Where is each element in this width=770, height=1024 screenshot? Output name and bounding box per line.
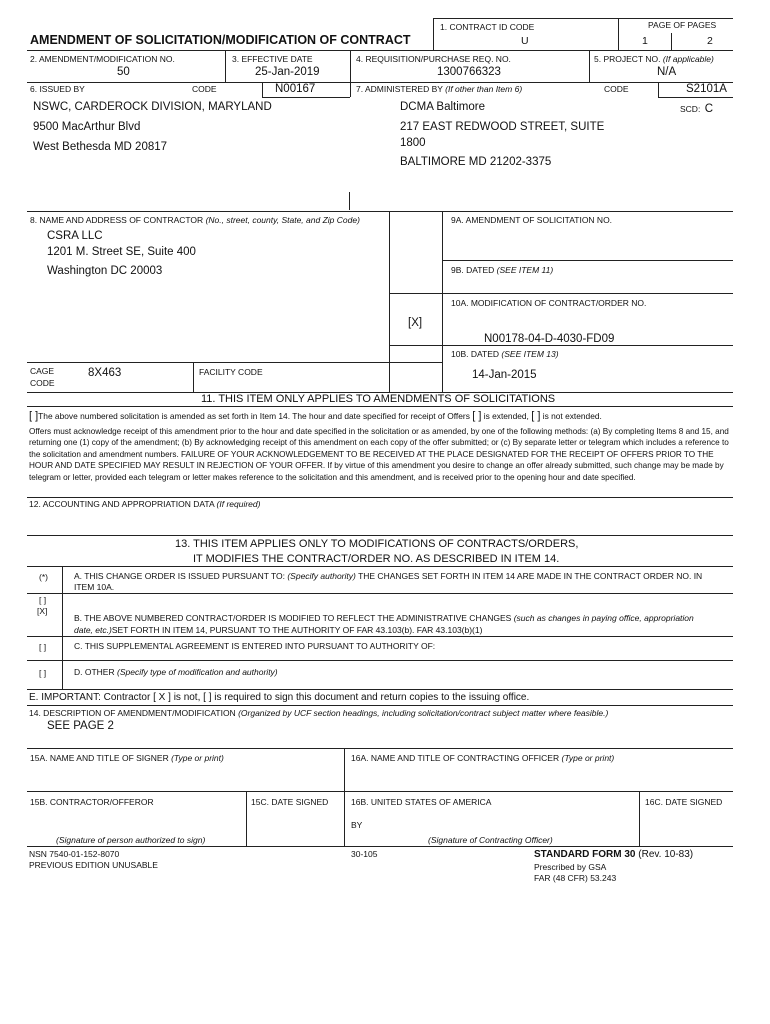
dated-10b-label: 10B. DATED (SEE ITEM 13): [451, 349, 559, 359]
far-reference: FAR (48 CFR) 53.243: [534, 873, 617, 883]
requisition-label: 4. REQUISITION/PURCHASE REQ. NO.: [356, 54, 511, 64]
item13b-text: B. THE ABOVE NUMBERED CONTRACT/ORDER IS MODIFIED TO REFLECT THE ADMINISTRATIVE CHANGES (such as changes in paying office, appropriation: [74, 613, 694, 623]
item13d-text: D. OTHER (Specify type of modification and authority): [74, 667, 278, 677]
item13a-mark[interactable]: (*): [39, 572, 48, 582]
form-title: AMENDMENT OF SOLICITATION/MODIFICATION OF CONTRACT: [30, 33, 411, 47]
contractor-date-label: 15C. DATE SIGNED: [251, 797, 329, 807]
important-line: E. IMPORTANT: Contractor [ X ] is not, [ ] is required to sign this document and return copies to the issuing office.: [29, 692, 530, 703]
admin-code-label: CODE: [604, 84, 629, 94]
modification-checkbox[interactable]: [X]: [408, 317, 423, 329]
modification-no-label: 10A. MODIFICATION OF CONTRACT/ORDER NO.: [451, 298, 647, 308]
page-number: 1: [642, 35, 648, 47]
project-no-label: 5. PROJECT NO. (If applicable): [594, 54, 714, 64]
cage-label-line1: CAGE: [30, 366, 55, 376]
nsn: NSN 7540-01-152-8070: [29, 849, 120, 859]
required-box[interactable]: [ ]: [203, 692, 212, 703]
effective-date-label: 3. EFFECTIVE DATE: [232, 54, 313, 64]
modification-no-value: N00178-04-D-4030-FD09: [484, 333, 615, 345]
item12-label: 12. ACCOUNTING AND APPROPRIATION DATA (If required): [29, 499, 261, 509]
contractor-line: CSRA LLC: [47, 230, 103, 242]
item13-heading-1: 13. THIS ITEM APPLIES ONLY TO MODIFICATIONS OF CONTRACTS/ORDERS,: [175, 538, 579, 550]
contract-id-label: 1. CONTRACT ID CODE: [440, 22, 535, 32]
item13a-text-2: ITEM 10A.: [74, 582, 115, 592]
item13a-text: A. THIS CHANGE ORDER IS ISSUED PURSUANT TO: (Specify authority) THE CHANGES SET FORTH IN ITEM 14 ARE MADE IN THE CONTRACT ORDER NO. IN: [74, 571, 703, 581]
signer-name-label: 15A. NAME AND TITLE OF SIGNER (Type or print): [30, 753, 224, 763]
cage-code-value: 8X463: [88, 367, 122, 379]
issuer-line: West Bethesda MD 20817: [33, 141, 168, 153]
admin-line: 1800: [400, 137, 426, 149]
amendment-no-value: 50: [117, 66, 130, 78]
effective-date-value: 25-Jan-2019: [255, 66, 320, 78]
item14-value: SEE PAGE 2: [47, 720, 114, 732]
dated-10b-value: 14-Jan-2015: [472, 369, 537, 381]
contractor-line: Washington DC 20003: [47, 265, 163, 277]
usa-label: 16B. UNITED STATES OF AMERICA: [351, 797, 492, 807]
not-extended-box[interactable]: [ ]: [531, 410, 541, 422]
item11-line1: [ ]The above numbered solicitation is amended as set forth in Item 14. The hour and date specified for receipt of Offers [ ] is extended, [ ] is not extended.: [29, 410, 602, 422]
item13d-mark[interactable]: [ ]: [39, 668, 47, 678]
contractor-label: 8. NAME AND ADDRESS OF CONTRACTOR (No., street, county, State, and Zip Code): [30, 215, 360, 225]
issuer-line: 9500 MacArthur Blvd: [33, 121, 141, 133]
scd-field: SCD: C: [680, 103, 714, 115]
officer-name-label: 16A. NAME AND TITLE OF CONTRACTING OFFICER (Type or print): [351, 753, 615, 763]
item13b-text-2: date, etc.)SET FORTH IN ITEM 14, PURSUANT TO THE AUTHORITY OF FAR 43.103(b). FAR 43.103(b)(1): [74, 625, 483, 635]
amend-solicitation-label: 9A. AMENDMENT OF SOLICITATION NO.: [451, 215, 613, 225]
standard-form: STANDARD FORM 30 (Rev. 10-83): [534, 849, 694, 860]
by-label: BY: [351, 820, 363, 830]
extended-box[interactable]: [ ]: [472, 410, 482, 422]
signature-officer-caption: (Signature of Contracting Officer): [428, 835, 553, 845]
item14-label: 14. DESCRIPTION OF AMENDMENT/MODIFICATION (Organized by UCF section headings, including solicitation/contract subject matter where feasible.): [29, 708, 609, 718]
signature-person-caption: (Signature of person authorized to sign): [56, 835, 206, 845]
requisition-value: 1300766323: [437, 66, 501, 78]
issuer-line: NSWC, CARDEROCK DIVISION, MARYLAND: [33, 101, 272, 113]
admin-line: 217 EAST REDWOOD STREET, SUITE: [400, 121, 605, 133]
facility-code-label: FACILITY CODE: [199, 367, 263, 377]
previous-edition: PREVIOUS EDITION UNUSABLE: [29, 860, 158, 870]
item13c-mark[interactable]: [ ]: [39, 642, 47, 652]
item11-box[interactable]: [ ]: [29, 410, 39, 422]
admin-code-value: S2101A: [686, 83, 727, 95]
admin-line: BALTIMORE MD 21202-3375: [400, 156, 552, 168]
issued-code-label: CODE: [192, 84, 217, 94]
contract-id-value: U: [521, 35, 529, 47]
item13b-mark[interactable]: [X]: [37, 606, 48, 616]
item13-blank-mark[interactable]: [ ]: [39, 595, 47, 605]
page-of-pages-label: PAGE OF PAGES: [648, 20, 717, 30]
prescribed-by: Prescribed by GSA: [534, 862, 607, 872]
form-code: 30-105: [351, 849, 378, 859]
item11-instructions: Offers must acknowledge receipt of this amendment prior to the hour and date specified in the solicitation or as amended, by one of the following methods: (a) By completing Items 8 and 15, and returning one (1) copy of the amendment; (b) By acknowledging receipt of this amendment on each copy of the offer submitted; or (c) By separate letter or telegram which includes a reference to the solicitation and amendment numbers. FAILURE OF YOUR ACKNOWLEDGEMENT TO BE RECEIVED AT THE PLACE DESIGNATED FOR THE RECEIPT OF OFFERS PRIOR TO THE HOUR AND DATE SPECIFIED MAY RESULT IN REJECTION OF YOUR OFFER. If by virtue of this amendment you desire to change an offer already submitted, such change may be made by telegram or letter, provided each telegram or letter makes reference to the solicitation and this amendment, and is received prior to the opening hour and date specified.: [29, 427, 729, 482]
administered-by-label: 7. ADMINISTERED BY (If other than Item 6): [356, 84, 523, 94]
officer-date-label: 16C. DATE SIGNED: [645, 797, 723, 807]
not-required-box[interactable]: [ X ]: [153, 692, 171, 703]
amendment-no-label: 2. AMENDMENT/MODIFICATION NO.: [30, 54, 175, 64]
item13-heading-2: IT MODIFIES THE CONTRACT/ORDER NO. AS DESCRIBED IN ITEM 14.: [193, 553, 560, 565]
project-no-value: N/A: [657, 66, 677, 78]
issued-code-value: N00167: [275, 83, 316, 95]
cage-label-line2: CODE: [30, 378, 55, 388]
contractor-offeror-label: 15B. CONTRACTOR/OFFEROR: [30, 797, 154, 807]
admin-line: DCMA Baltimore: [400, 101, 485, 113]
item13c-text: C. THIS SUPPLEMENTAL AGREEMENT IS ENTERED INTO PURSUANT TO AUTHORITY OF:: [74, 641, 436, 651]
contractor-line: 1201 M. Street SE, Suite 400: [47, 246, 196, 258]
issued-by-label: 6. ISSUED BY: [30, 84, 85, 94]
dated-9b-label: 9B. DATED (SEE ITEM 11): [451, 265, 554, 275]
item11-heading: 11. THIS ITEM ONLY APPLIES TO AMENDMENTS OF SOLICITATIONS: [201, 393, 556, 405]
pages-total: 2: [707, 35, 713, 47]
